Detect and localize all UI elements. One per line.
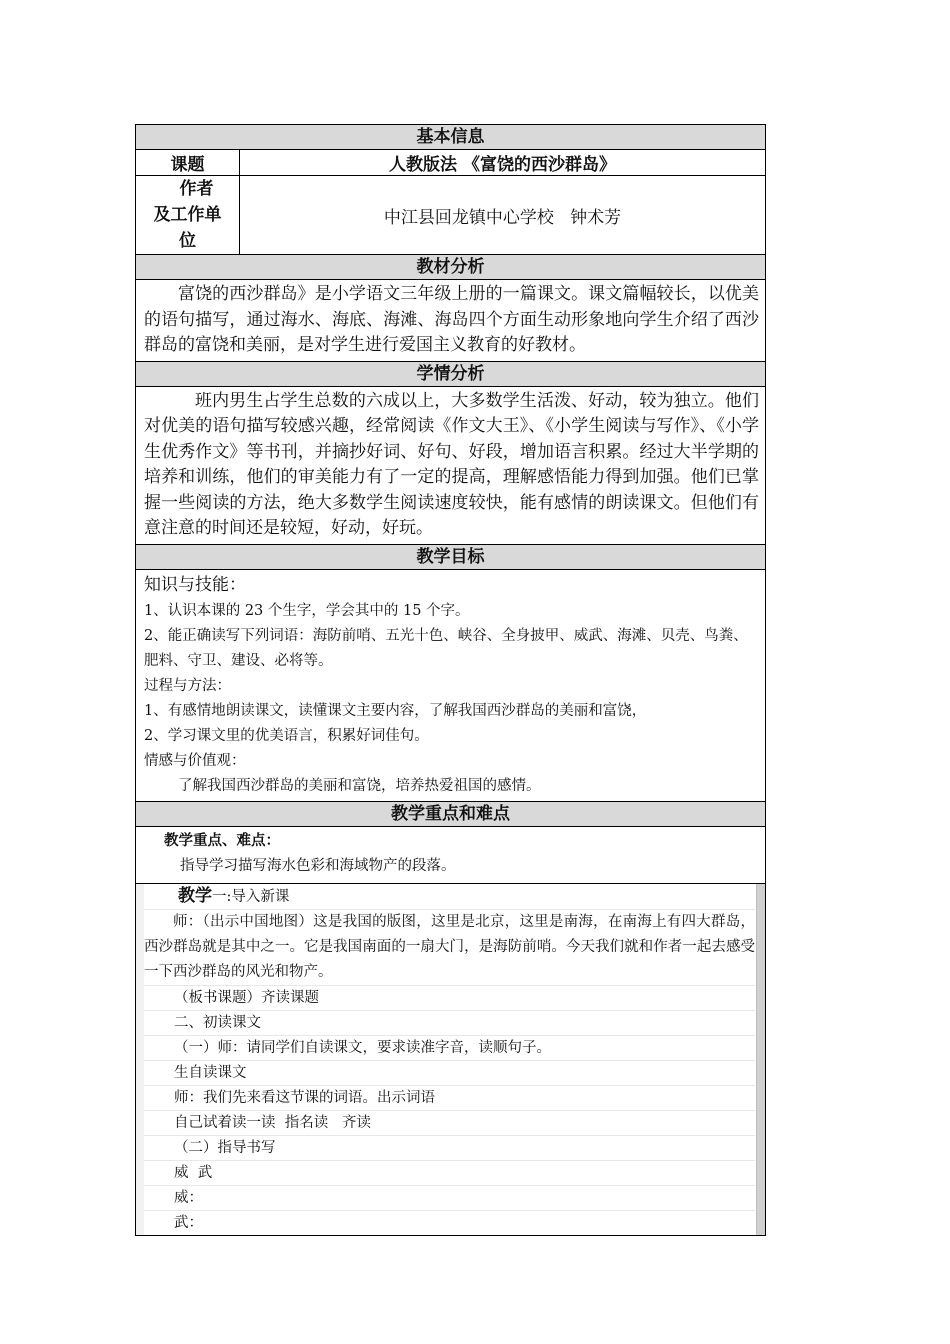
- emotion-item-1: 了解我国西沙群岛的美丽和富饶，培养热爱祖国的感情。: [178, 777, 541, 794]
- key-points-text: 指导学习描写海水色彩和海域物产的段落。: [180, 857, 456, 874]
- emotion-title: 情感与价值观：: [144, 752, 246, 769]
- process-item-2: 2、学习课文里的优美语言，积累好词佳句。: [144, 727, 429, 744]
- process-line-2: 二、初读课文: [144, 1011, 755, 1036]
- material-analysis-header: 教材分析: [136, 255, 766, 280]
- process-line-1: （板书课题）齐读课题: [144, 986, 755, 1011]
- author-label: [136, 176, 240, 255]
- process-intro: 师：（出示中国地图）这是我国的版图，这里是北京，这里是南海，在南海上有四大群岛，西沙群岛就是其中之一。它是我国南面的一扇大门，是海防前哨。今天我们就和作者一起去感受一下西沙群岛的风光和物产。: [144, 910, 755, 986]
- process-heading-bold: 教学: [178, 885, 212, 906]
- lesson-plan-table: [135, 124, 766, 1236]
- material-analysis-text: 富饶的西沙群岛》是小学语文三年级上册的一篇课文。课文篇幅较长，以优美的语句描写，通过海水、海底、海滩、海岛四个方面生动形象地向学生介绍了西沙群岛的富饶和美丽，是对学生进行爱国主义教育的好教材。: [136, 280, 766, 362]
- lesson-plan-page: [135, 124, 765, 1236]
- topic-value: 人教版法 《富饶的西沙群岛》: [240, 150, 766, 176]
- key-points-label: 教学重点、难点：: [164, 832, 280, 849]
- teaching-process: [136, 883, 766, 1235]
- student-analysis-text: 班内男生占学生总数的六成以上，大多数学生活泼、好动，较为独立。他们对优美的语句描写较感兴趣，经常阅读《作文大王》、《小学生阅读与写作》、《小学生优秀作文》等书刊，并摘抄好词、好句、好段，增加语言积累。经过大半学期的培养和训练，他们的审美能力有了一定的提高，理解感悟能力得到加强。他们已掌握一些阅读的方法，绝大多数学生阅读速度较快，能有感情的朗读课文。但他们有意注意的时间还是较短，好动，好玩。: [136, 386, 766, 544]
- process-line-3: （一）师：请同学们自读课文，要求读准字音，读顺句子。: [144, 1036, 755, 1061]
- topic-label: 课题: [136, 150, 240, 176]
- teaching-goals-body: [136, 569, 766, 801]
- author-value: 中江县回龙镇中心学校 钟术芳: [240, 176, 766, 255]
- key-points-header: 教学重点和难点: [136, 801, 766, 826]
- author-label-line3: 位: [179, 231, 196, 251]
- key-points-body: [136, 826, 766, 883]
- knowledge-title: 知识与技能：: [144, 574, 246, 595]
- author-label-line2: 及工作单: [153, 205, 222, 225]
- process-left-margin: [136, 884, 144, 1235]
- basic-info-header: 基本信息: [136, 125, 766, 150]
- process-scrollbar: [756, 884, 765, 1235]
- process-heading: [144, 884, 755, 910]
- student-analysis-header: 学情分析: [136, 361, 766, 386]
- process-line-8: 威 武: [144, 1161, 755, 1186]
- process-line-7: （二）指导书写: [144, 1136, 755, 1161]
- knowledge-item-1: 1、认识本课的 23 个生字，学会其中的 15 个字。: [144, 602, 470, 619]
- process-heading-rest: 一:导入新课: [212, 888, 290, 905]
- process-item-1: 1、有感情地朗读课文，读懂课文主要内容，了解我国西沙群岛的美丽和富饶，: [144, 702, 647, 719]
- process-line-10: 武：: [174, 1214, 203, 1231]
- process-line-5: 师：我们先来看这节课的词语。出示词语: [144, 1086, 755, 1111]
- process-line-9: 威：: [144, 1186, 755, 1211]
- process-line-6: 自己试着读一读 指名读 齐读: [144, 1111, 755, 1136]
- process-line-4: 生自读课文: [144, 1061, 755, 1086]
- knowledge-item-2: 2、能正确读写下列词语：海防前哨、五光十色、峡谷、全身披甲、威武、海滩、贝壳、鸟粪、肥料、守卫、建设、必将等。: [144, 627, 748, 669]
- process-title: 过程与方法：: [144, 677, 231, 694]
- teaching-goals-header: 教学目标: [136, 544, 766, 569]
- author-label-line1: 作者: [179, 179, 214, 199]
